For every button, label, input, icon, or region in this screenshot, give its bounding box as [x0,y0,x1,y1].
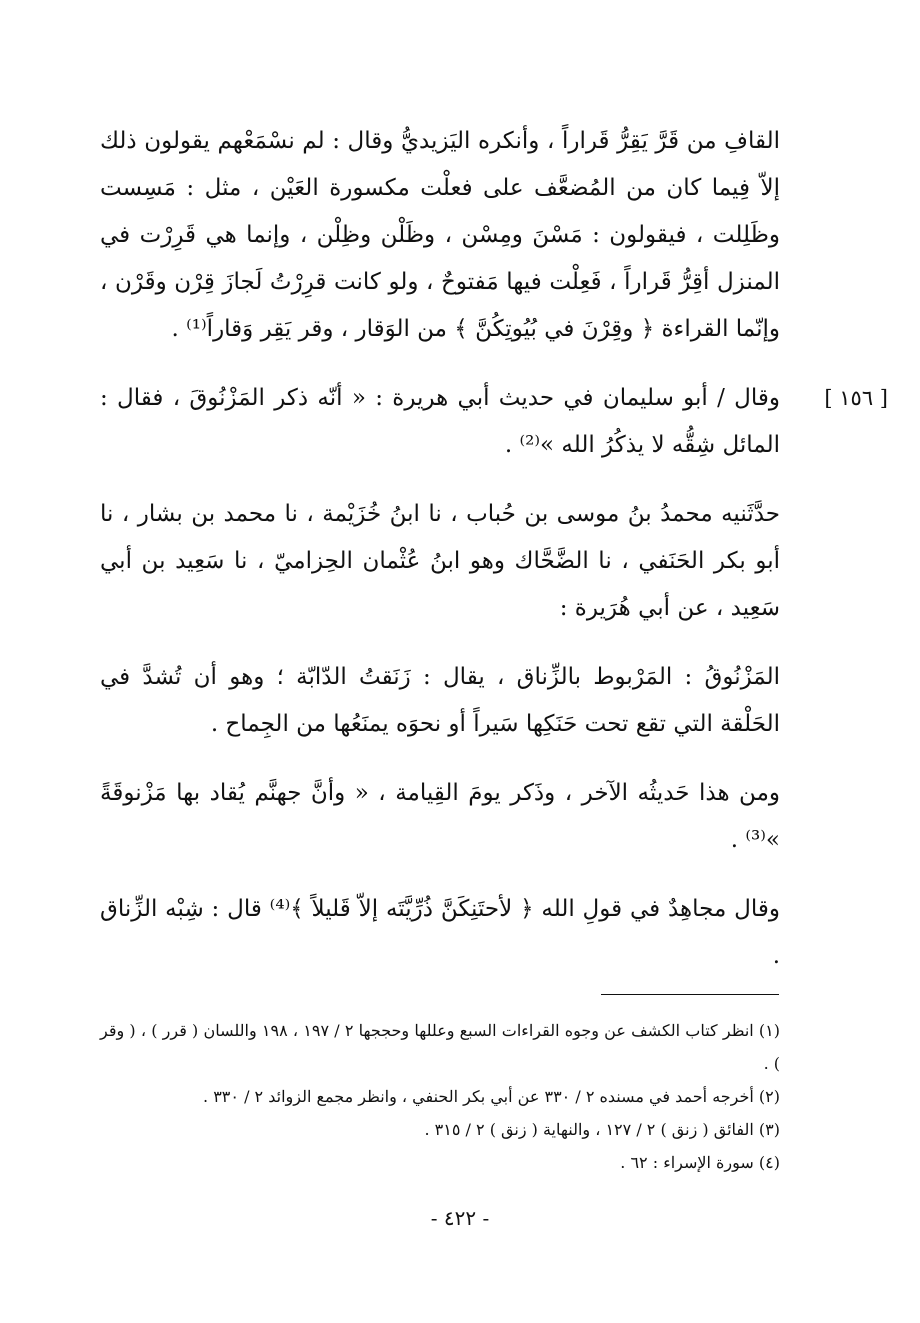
paragraph-5: ومن هذا حَديثُه الآخر ، وذَكر يومَ القِيامة ، « وأنَّ جهنَّم يُقاد بها مَزْنوقَةً »⁽³⁾ . [100,780,780,853]
footnote-divider [601,994,779,995]
paragraph-6: وقال مجاهِدٌ في قولِ الله ﴿ لأحتَنِكَنَّ ذُرِّيَّتَه إلاّ قَليلاً ﴾⁽⁴⁾ قال : شِبْه الزِّناق . [100,896,780,969]
paragraph-4: المَزْنُوقُ : المَرْبوط بالزِّناق ، يقال : زَنَقتُ الدّابّة ؛ وهو أن تُشدَّ في الحَلْقة التي تقع تحت حَنَكِها سَيراً أو نحوَه يمنَعُها من الجِماح . [100,664,780,737]
entry-156 [100,375,888,469]
paragraph-1: القافِ من قَرَّ يَقِرُّ قَراراً ، وأنكره اليَزيديُّ وقال : لم نسْمَعْهم يقولون ذلك إلاّ فِيما كان من المُضعَّف على فعلْت مكسورة العَيْن ، مثل : مَسِست وظَلِلت ، فيقولون : مَسْنَ ومِسْن ، وظَلْن وظِلْن ، وإنما هي قَرِرْت في المنزل أقِرُّ قَراراً ، فَعِلْت فيها مَفتوحٌ ، ولو كانت قرِرْتُ لَجازَ قِرْن وقَرْن ، وإنّما القراءة ﴿ وقِرْنَ في بُيُوتِكُنَّ ﴾ من الوَقار ، وقر يَقِر وَقاراً⁽¹⁾ . [100,128,780,342]
paragraph-2: وقال / أبو سليمان في حديث أبي هريرة : « أنّه ذكر المَزْنُوقَ ، فقال : المائل شِقُّه لا يذكُرُ الله »⁽²⁾ . [100,385,780,458]
page-number: - ٤٢٢ - [430,1206,490,1230]
footnote-3: (٣) الفائق ( زنق ) ٢ / ١٢٧ ، والنهاية ( زنق ) ٢ / ٣١٥ . [424,1120,780,1139]
footnote-4: (٤) سورة الإسراء : ٦٢ . [620,1153,780,1172]
paragraph-3: حدَّثَنيه محمدُ بنُ موسى بن حُباب ، نا ابنُ خُزَيْمة ، نا محمد بن بشار ، نا أبو بكر الحَنَفي ، نا الضَّحَّاك وهو ابنُ عُثْمان الحِزاميّ ، نا سَعِيد بن أبي سَعِيد ، عن أبي هُرَيرة : [100,501,780,621]
footnotes [100,1014,780,1179]
main-text [100,118,888,1002]
entry-number: [ ١٥٦ ] [824,386,888,410]
footnote-1: (١) انظر كتاب الكشف عن وجوه القراءات السبع وعللها وحججها ٢ / ١٩٧ ، ١٩٨ واللسان ( قرر ) ، ( وقر ) . [100,1021,781,1073]
footnote-2: (٢) أخرجه أحمد في مسنده ٢ / ٣٣٠ عن أبي بكر الحنفي ، وانظر مجمع الزوائد ٢ / ٣٣٠ . [203,1087,780,1106]
